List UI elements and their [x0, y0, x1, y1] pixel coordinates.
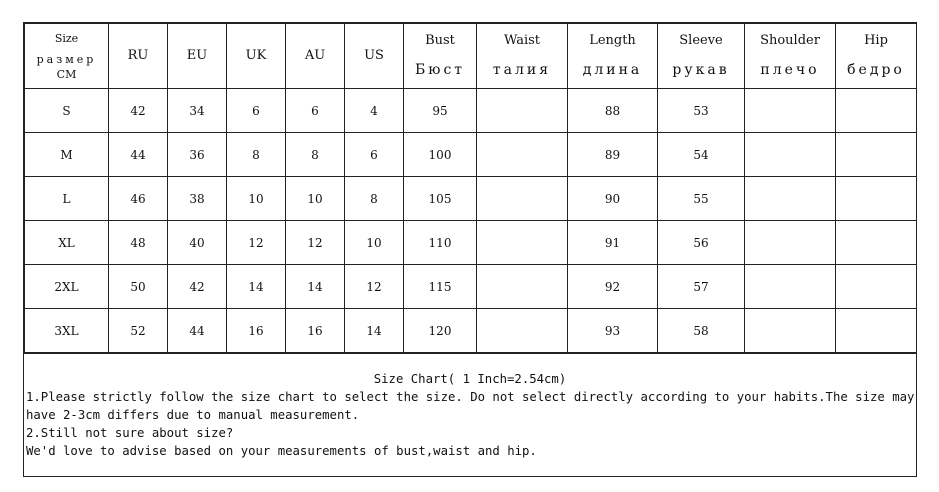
- cell-hip: [836, 309, 917, 353]
- cell-shoulder: [745, 177, 836, 221]
- header-size-unit: CM: [56, 67, 77, 81]
- table-row: [25, 177, 917, 221]
- cell-us: 4: [345, 89, 404, 133]
- cell-eu: 36: [168, 133, 227, 177]
- cell-ru: 44: [109, 133, 168, 177]
- header-row: [25, 24, 917, 89]
- note-line-1: 1.Please strictly follow the size chart to select the size. Do not select directly according to your habits.The size may: [26, 390, 915, 404]
- cell-sleeve: 57: [658, 265, 745, 309]
- cell-us: 12: [345, 265, 404, 309]
- header-eu-label: EU: [186, 48, 208, 63]
- note-line-2: have 2-3cm differs due to manual measurement.: [26, 408, 360, 422]
- cell-sleeve: 56: [658, 221, 745, 265]
- cell-au: 8: [286, 133, 345, 177]
- cell-uk: 14: [227, 265, 286, 309]
- cell-size: L: [25, 177, 109, 221]
- header-bust-en: Bust: [425, 33, 455, 48]
- cell-waist: [477, 133, 568, 177]
- cell-length: 92: [568, 265, 658, 309]
- cell-hip: [836, 221, 917, 265]
- cell-ru: 52: [109, 309, 168, 353]
- header-ru-label: RU: [127, 48, 149, 63]
- cell-shoulder: [745, 89, 836, 133]
- table-body: [25, 89, 917, 353]
- cell-uk: 12: [227, 221, 286, 265]
- cell-length: 90: [568, 177, 658, 221]
- cell-shoulder: [745, 221, 836, 265]
- cell-eu: 40: [168, 221, 227, 265]
- cell-waist: [477, 265, 568, 309]
- cell-size: M: [25, 133, 109, 177]
- header-length: [568, 24, 658, 89]
- header-size-ru: размер: [36, 52, 97, 66]
- cell-hip: [836, 265, 917, 309]
- cell-uk: 8: [227, 133, 286, 177]
- cell-au: 10: [286, 177, 345, 221]
- size-chart: [23, 22, 917, 477]
- header-sleeve-en: Sleeve: [679, 33, 723, 48]
- header-au: [286, 24, 345, 89]
- header-uk: [227, 24, 286, 89]
- cell-ru: 42: [109, 89, 168, 133]
- cell-us: 14: [345, 309, 404, 353]
- note-line-3: 2.Still not sure about size?: [26, 426, 234, 440]
- cell-waist: [477, 89, 568, 133]
- cell-us: 10: [345, 221, 404, 265]
- header-sleeve: [658, 24, 745, 89]
- cell-sleeve: 53: [658, 89, 745, 133]
- notes-title: Size Chart( 1 Inch=2.54cm): [373, 372, 567, 386]
- cell-length: 93: [568, 309, 658, 353]
- note-line-4: We'd love to advise based on your measurements of bust,waist and hip.: [26, 444, 537, 458]
- header-length-ru: длина: [582, 62, 643, 78]
- header-shoulder-ru: плечо: [760, 62, 820, 78]
- header-bust: [404, 24, 477, 89]
- header-us-label: US: [364, 48, 384, 63]
- cell-bust: 115: [404, 265, 477, 309]
- header-bust-ru: Бюст: [414, 62, 466, 78]
- header-waist-ru: талия: [492, 62, 552, 78]
- cell-sleeve: 55: [658, 177, 745, 221]
- header-us: [345, 24, 404, 89]
- header-shoulder-en: Shoulder: [760, 33, 820, 48]
- notes-section: [24, 353, 916, 476]
- cell-length: 89: [568, 133, 658, 177]
- cell-bust: 110: [404, 221, 477, 265]
- cell-ru: 46: [109, 177, 168, 221]
- header-hip-ru: бедро: [847, 62, 905, 78]
- header-size-en: Size: [54, 31, 79, 45]
- cell-shoulder: [745, 309, 836, 353]
- cell-hip: [836, 177, 917, 221]
- cell-waist: [477, 221, 568, 265]
- header-length-en: Length: [589, 33, 636, 48]
- cell-us: 6: [345, 133, 404, 177]
- header-sleeve-ru: рукав: [672, 62, 730, 78]
- header-waist: [477, 24, 568, 89]
- cell-au: 16: [286, 309, 345, 353]
- cell-ru: 48: [109, 221, 168, 265]
- table-row: [25, 133, 917, 177]
- cell-size: 2XL: [25, 265, 109, 309]
- cell-size: XL: [25, 221, 109, 265]
- cell-ru: 50: [109, 265, 168, 309]
- cell-eu: 44: [168, 309, 227, 353]
- cell-uk: 16: [227, 309, 286, 353]
- cell-size: S: [25, 89, 109, 133]
- cell-bust: 120: [404, 309, 477, 353]
- table-row: [25, 309, 917, 353]
- header-au-label: AU: [304, 48, 326, 63]
- cell-au: 14: [286, 265, 345, 309]
- table-row: [25, 221, 917, 265]
- cell-size: 3XL: [25, 309, 109, 353]
- cell-length: 91: [568, 221, 658, 265]
- cell-au: 12: [286, 221, 345, 265]
- cell-shoulder: [745, 133, 836, 177]
- header-shoulder: [745, 24, 836, 89]
- cell-eu: 38: [168, 177, 227, 221]
- cell-eu: 34: [168, 89, 227, 133]
- table-row: [25, 265, 917, 309]
- cell-eu: 42: [168, 265, 227, 309]
- cell-us: 8: [345, 177, 404, 221]
- table-row: [25, 89, 917, 133]
- header-ru: [109, 24, 168, 89]
- cell-bust: 100: [404, 133, 477, 177]
- cell-shoulder: [745, 265, 836, 309]
- cell-hip: [836, 89, 917, 133]
- cell-au: 6: [286, 89, 345, 133]
- size-table: [24, 23, 917, 353]
- cell-waist: [477, 177, 568, 221]
- header-waist-en: Waist: [503, 33, 541, 48]
- header-hip-en: Hip: [864, 33, 888, 48]
- header-uk-label: UK: [245, 48, 267, 63]
- cell-length: 88: [568, 89, 658, 133]
- cell-hip: [836, 133, 917, 177]
- cell-uk: 6: [227, 89, 286, 133]
- cell-sleeve: 54: [658, 133, 745, 177]
- cell-uk: 10: [227, 177, 286, 221]
- header-eu: [168, 24, 227, 89]
- cell-waist: [477, 309, 568, 353]
- cell-sleeve: 58: [658, 309, 745, 353]
- cell-bust: 105: [404, 177, 477, 221]
- cell-bust: 95: [404, 89, 477, 133]
- header-hip: [836, 24, 917, 89]
- header-size: [25, 24, 109, 89]
